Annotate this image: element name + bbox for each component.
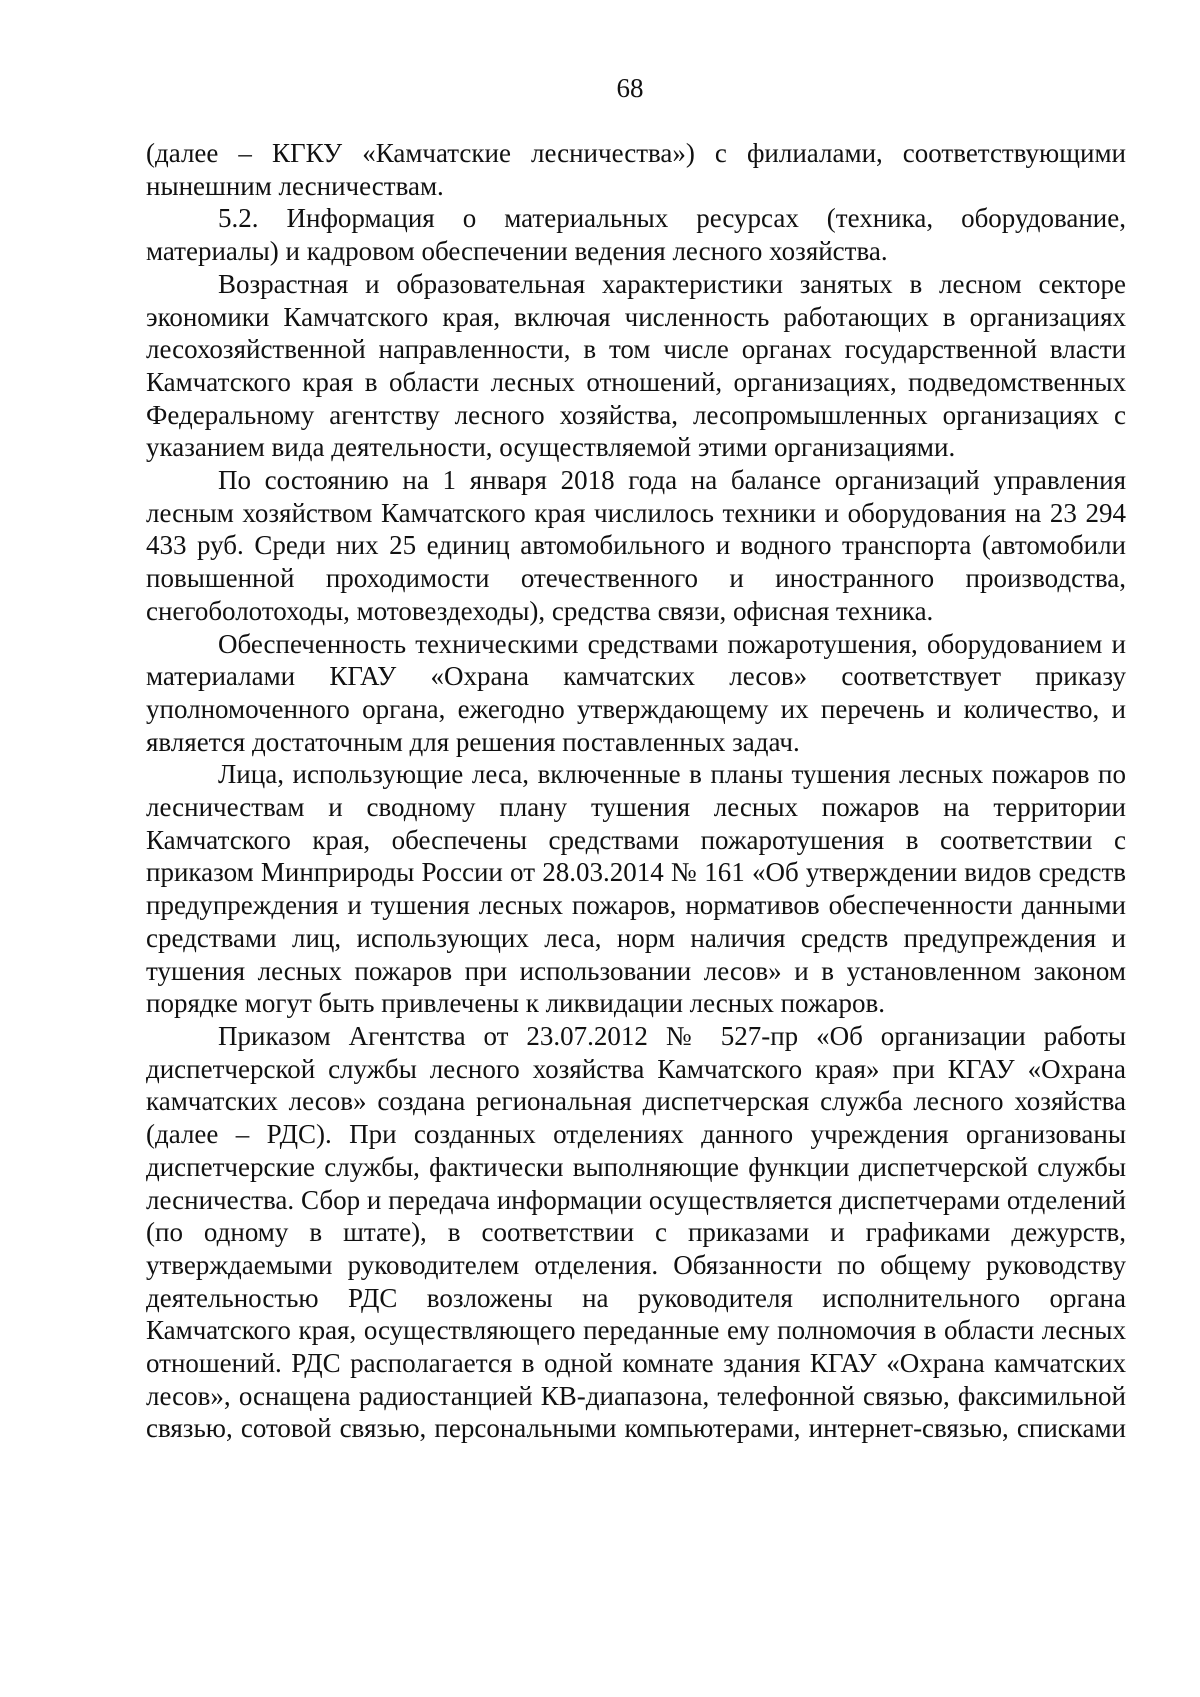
paragraph: (далее – КГКУ «Камчатские лесничества») с филиалами, соответствующими нынешним лесничествам. xyxy=(146,138,1126,201)
paragraph: 5.2. Информация о материальных ресурсах (техника, оборудование, материалы) и кадровом обеспечении ведения лесного хозяйства. xyxy=(146,203,1126,267)
paragraph: Обеспеченность техническими средствами пожаротушения, оборудованием и материалами КГАУ «Охрана камчатских лесов» соответствует приказу уполномоченного органа, ежегодно утверждающему их перечень и количество, и является достаточным для решения поставленных задач. xyxy=(146,628,1126,757)
page-number: 68 xyxy=(616,73,644,103)
paragraph: Возрастная и образовательная характеристики занятых в лесном секторе экономики Камчатского края, включая численность работающих в организациях лесохозяйственной направленности, в том числе органах государственной власти Камчатского края в области лесных отношений, организациях, подведомственных Федеральному агентству лесного хозяйства, лесопромышленных организациях с указанием вида деятельности, осуществляемой этими организациями. xyxy=(146,268,1126,463)
paragraph: Лица, использующие леса, включенные в планы тушения лесных пожаров по лесничествам и сводному плану тушения лесных пожаров на территории Камчатского края, обеспечены средствами пожаротушения в соответствии с приказом Минприроды России от 28.03.2014 № 161 «Об утверждении видов средств предупреждения и тушения лесных пожаров, нормативов обеспеченности данными средствами лиц, использующих леса, норм наличия средств предупреждения и тушения лесных пожаров при использовании лесов» и в установленном законом порядке могут быть привлечены к ликвидации лесных пожаров. xyxy=(146,759,1126,1019)
paragraph: Приказом Агентства от 23.07.2012 № 527-пр «Об организации работы диспетчерской службы лесного хозяйства Камчатского края» при КГАУ «Охрана камчатских лесов» создана региональная диспетчерская служба лесного хозяйства (далее – РДС). При созданных отделениях данного учреждения организованы диспетчерские службы, фактически выполняющие функции диспетчерской службы лесничества. Сбор и передача информации осуществляется диспетчерами отделений (по одному в штате), в соответствии с приказами и графиками дежурств, утверждаемыми руководителем отделения. Обязанности по общему руководству деятельностью РДС возложены на руководителя исполнительного органа Камчатского края, осуществляющего переданные ему полномочия в области лесных отношений. РДС располагается в одной комнате здания КГАУ «Охрана камчатских лесов», оснащена радиостанцией КВ-диапазона, телефонной связью, факсимильной связью, сотовой связью, персональными компьютерами, интернет-связью, списками xyxy=(146,1020,1126,1444)
paragraph: По состоянию на 1 января 2018 года на балансе организаций управления лесным хозяйством Камчатского края числилось техники и оборудования на 23 294 433 руб. Среди них 25 единиц автомобильного и водного транспорта (автомобили повышенной проходимости отечественного и иностранного производства, снегоболотоходы, мотовездеходы), средства связи, офисная техника. xyxy=(146,465,1126,626)
document-body xyxy=(146,137,1126,1445)
